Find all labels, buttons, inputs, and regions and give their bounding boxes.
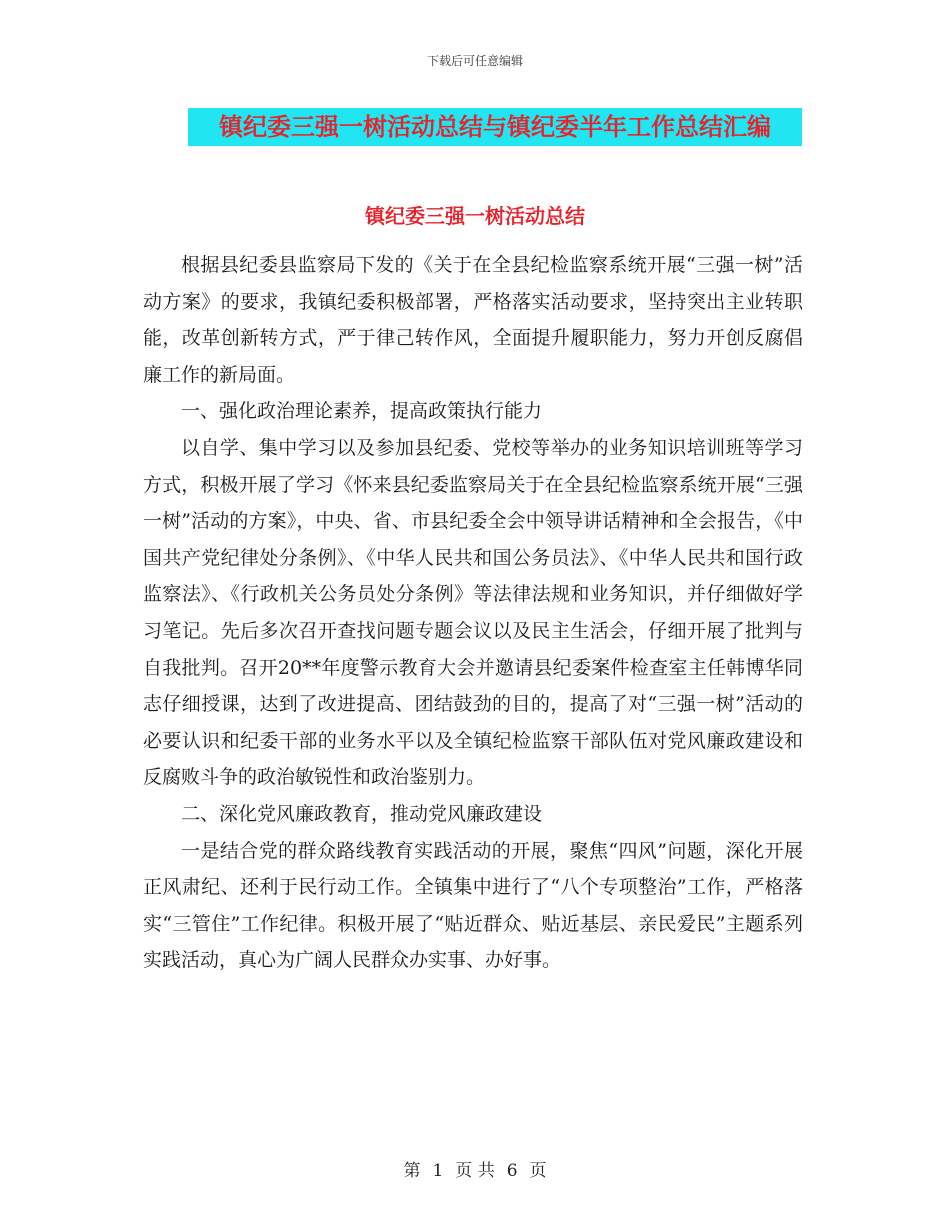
footer-mid: 页 共 <box>455 1161 495 1181</box>
paragraph: 以自学、集中学习以及参加县纪委、党校等举办的业务知识培训班等学习方式，积极开展了学习《怀来县纪委监察局关于在全县纪检监察系统开展“三强一树”活动的方案》，中央、省、市县纪委全会中领导讲话精神和全会报告，《中国共产党纪律处分条例》、《中华人民共和国公务员法》、《中华人民共和国行政监察法》、《行政机关公务员处分条例》等法律法规和业务知识，并仔细做好学习笔记。先后多次召开查找问题专题会议以及民主生活会，仔细开展了批判与自我批判。召开20**年度警示教育大会并邀请县纪委案件检查室主任韩博华同志仔细授课，达到了改进提高、团结鼓劲的目的，提高了对“三强一树”活动的必要认识和纪委干部的业务水平以及全镇纪检监察干部队伍对党风廉政建设和反腐败斗争的政治敏锐性和政治鉴别力。 <box>143 436 803 789</box>
paragraph: 根据县纪委县监察局下发的《关于在全县纪检监察系统开展“三强一树”活动方案》的要求，我镇纪委积极部署，严格落实活动要求，坚持突出主业转职能，改革创新转方式，严于律己转作风，全面提升履职能力，努力开创反腐倡廉工作的新局面。 <box>143 254 803 386</box>
header-note: 下载后可任意编辑 <box>426 54 523 68</box>
footer-page-number: 1 <box>432 1161 444 1181</box>
footer-prefix: 第 <box>403 1161 421 1181</box>
footer-suffix: 页 <box>529 1161 547 1181</box>
page-footer <box>0 1156 950 1181</box>
section-title: 镇纪委三强一树活动总结 <box>365 204 585 228</box>
paragraph: 一是结合党的群众路线教育实践活动的开展，聚焦“四风”问题，深化开展正风肃纪、还利于民行动工作。全镇集中进行了“八个专项整治”工作，严格落实“三管住”工作纪律。积极开展了“贴近群众、贴近基层、亲民爱民”主题系列实践活动，真心为广阔人民群众办实事、办好事。 <box>143 839 803 972</box>
footer-total-pages: 6 <box>506 1161 518 1181</box>
paragraph-heading: 二、深化党风廉政教育，推动党风廉政建设 <box>181 802 543 825</box>
paragraph-heading: 一、强化政治理论素养，提高政策执行能力 <box>181 400 543 423</box>
document-title: 镇纪委三强一树活动总结与镇纪委半年工作总结汇编 <box>188 108 802 146</box>
document-body <box>143 247 803 979</box>
